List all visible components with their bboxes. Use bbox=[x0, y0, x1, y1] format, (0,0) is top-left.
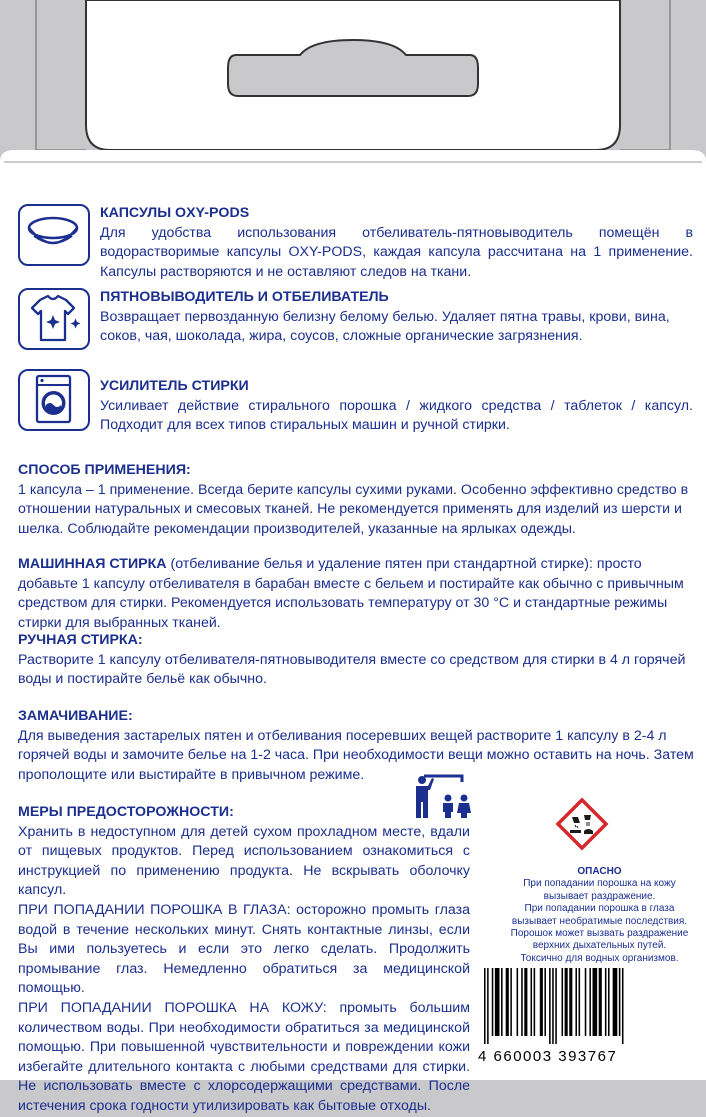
feature-title: УСИЛИТЕЛЬ СТИРКИ bbox=[100, 378, 249, 394]
section-text: Растворите 1 капсулу отбеливателя-пятновыводителя вместе со средством для стирки в 4 л горячей воды и постирайте бельё как обычно. bbox=[18, 651, 686, 688]
feature-title: КАПСУЛЫ OXY-PODS bbox=[100, 205, 250, 221]
section-title: ЗАМАЧИВАНИЕ: bbox=[18, 708, 133, 724]
section-title: МЕРЫ ПРЕДОСТОРОЖНОСТИ: bbox=[18, 804, 234, 820]
barcode-bar bbox=[585, 968, 587, 1036]
section-title: СПОСОБ ПРИМЕНЕНИЯ: bbox=[18, 462, 191, 478]
barcode-bar bbox=[521, 968, 523, 1036]
signal-word: ОПАСНО bbox=[577, 866, 622, 877]
soaking-section bbox=[18, 707, 694, 785]
barcode-bar bbox=[501, 968, 503, 1036]
barcode-bar bbox=[565, 968, 568, 1036]
machine-wash-section bbox=[18, 555, 694, 633]
hazard-line: вызывает раздражение. bbox=[543, 890, 656, 902]
ghs-corrosion-icon bbox=[553, 795, 611, 853]
barcode-bar bbox=[510, 968, 512, 1036]
hazard-line: При попадании порошка в глаза bbox=[524, 903, 675, 915]
barcode-bar bbox=[619, 968, 621, 1036]
barcode-bar bbox=[487, 968, 489, 1044]
barcode-bar bbox=[622, 968, 624, 1044]
precautions-general: Хранить в недоступном для детей сухом прохладном месте, вдали от пищевых продуктов. Перед использованием ознакомиться с инструкцией по применению продукта. Не вскрывать оболочку капсул. bbox=[18, 823, 470, 899]
barcode-bar bbox=[531, 968, 533, 1036]
barcode-bar bbox=[575, 968, 577, 1036]
barcode-bar bbox=[608, 968, 610, 1036]
sparkling-shirt-icon bbox=[18, 288, 90, 350]
barcode-bar bbox=[593, 968, 598, 1036]
section-text: (отбеливание белья и удаление пятен при стандартной стирке): просто добавьте 1 капсулу отбеливателя в барабан вместе с бельем и постирайте как обычно с привычным средством для стирки. Рекомендуется использовать температуру от 30 °С и стандартные режимы стирки для выбранных тканей. bbox=[18, 556, 684, 631]
section-text: Для выведения застарелых пятен и отбеливания посеревших вещей растворите 1 капсулу в 2-4 л горячей воды и замочите белье на 1-2 часа. При необходимости вещи можно оставить на ночь. Затем прополощите или выстирайте в привычном режиме. bbox=[18, 727, 694, 783]
feature-text: Возвращает первозданную белизну белому белью. Удаляет пятна травы, крови, вина, соков, чая, шоколада, жира, соусов, сложные органические загрязнения. bbox=[100, 308, 670, 345]
barcode-bar bbox=[484, 968, 486, 1044]
barcode-bar bbox=[555, 968, 557, 1044]
hazard-statement bbox=[507, 866, 692, 965]
barcode-bar bbox=[589, 968, 591, 1036]
ean-barcode bbox=[482, 968, 692, 1046]
hazard-line: верхних дыхательных путей. bbox=[532, 940, 667, 952]
precautions-skin: ПРИ ПОПАДАНИИ ПОРОШКА НА КОЖУ: промыть большим количеством воды. При необходимости обратиться за медицинской помощью. При повышенной чувствительности и повреждении кожи избегайте длительного контакта с любыми средствами для стирки. Не использовать вместе с хлорсодержащими средствами. После истечения срока годности утилизировать как бытовые отходы. bbox=[18, 999, 470, 1114]
barcode-bar bbox=[506, 968, 509, 1036]
hazard-line: Токсично для водных организмов. bbox=[520, 952, 679, 964]
barcode-bar bbox=[517, 968, 519, 1036]
barcode-bar bbox=[613, 968, 618, 1036]
barcode-bar bbox=[495, 968, 500, 1036]
feature-text: Усиливает действие стирального порошка / жидкого средства / таблеток / капсул. Подходит для всех типов стиральных машин и ручной стирки. bbox=[100, 397, 693, 434]
section-title: РУЧНАЯ СТИРКА: bbox=[18, 632, 143, 648]
feature-pods bbox=[100, 204, 693, 282]
hand-wash-section bbox=[18, 631, 694, 690]
barcode-bar bbox=[579, 968, 581, 1036]
section-text: 1 капсула – 1 применение. Всегда берите капсулы сухими руками. Особенно эффективно средство в отношении натуральных и смесовых тканей. Не рекомендуется применять для изделий из шерсти и шелка. Соблюдайте рекомендации производителей, указанные на ярлыках одежды. bbox=[18, 481, 689, 537]
feature-booster bbox=[100, 377, 693, 436]
pod-capsule-icon bbox=[18, 204, 90, 266]
feature-stain-remover bbox=[100, 288, 693, 347]
barcode-digits: 4 660003 393767 bbox=[478, 1048, 618, 1065]
section-title: МАШИННАЯ СТИРКА bbox=[18, 556, 167, 572]
washing-machine-icon bbox=[18, 369, 90, 431]
hazard-line: вызывает необратимые последствия. bbox=[511, 915, 688, 927]
barcode-bar bbox=[540, 968, 543, 1036]
precautions-section bbox=[18, 803, 470, 1117]
barcode-bar bbox=[605, 968, 607, 1036]
barcode-bar bbox=[562, 968, 564, 1036]
hazard-line: Порошок может вызвать раздражение bbox=[510, 928, 689, 940]
precautions-eyes: ПРИ ПОПАДАНИИ ПОРОШКА В ГЛАЗА: осторожно промыть глаза водой в течение нескольких минут. Снять контактные линзы, если Вы ими пользуетесь и если это легко сделать. Продолжить промывание глаз. Немедленно обратиться за медицинской помощью. bbox=[18, 901, 470, 997]
barcode-bar bbox=[569, 968, 572, 1036]
barcode-bar bbox=[552, 968, 554, 1044]
barcode-bar bbox=[524, 968, 527, 1036]
barcode-bar bbox=[544, 968, 546, 1036]
barcode-bar bbox=[492, 968, 494, 1036]
hazard-line: При попадании порошка на кожу bbox=[523, 878, 676, 890]
usage-section bbox=[18, 461, 694, 539]
barcode-bar bbox=[599, 968, 602, 1036]
barcode-bar bbox=[549, 968, 551, 1044]
feature-text: Для удобства использования отбеливатель-пятновыводитель помещён в водорастворимые капсулы OXY-PODS, каждая капсула рассчитана на 1 применение. Капсулы растворяются и не оставляют следов на ткани. bbox=[100, 224, 693, 280]
feature-title: ПЯТНОВЫВОДИТЕЛЬ И ОТБЕЛИВАТЕЛЬ bbox=[100, 289, 389, 305]
barcode-bar bbox=[534, 968, 536, 1036]
